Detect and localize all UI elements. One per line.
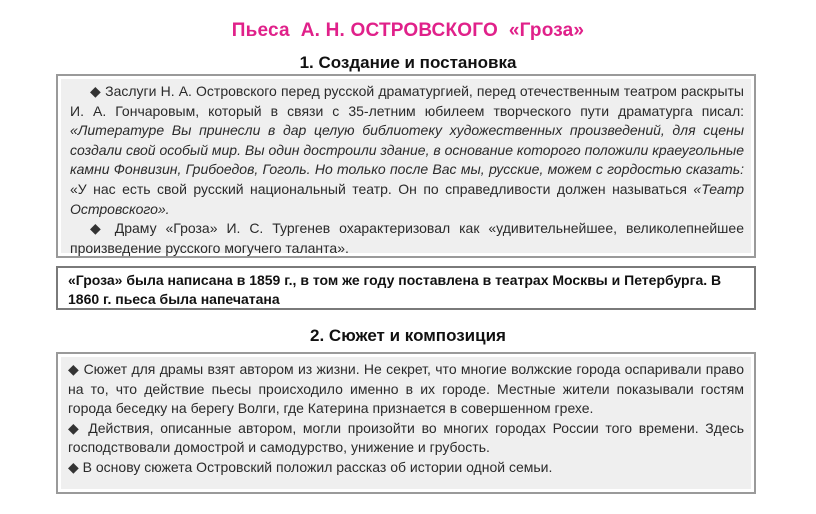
goncharov-quote-1: «Литературе Вы принесли в дар целую библиотеку художественных произведений, для сцены создали свой особый мир. Вы один достроили здание, в основание которого положили краеугольные камни Фонвизин, Грибоедов, Гоголь. Но только после Вас мы, русские, можем с гордостью сказать: [70,122,744,178]
page-title: Пьеса А. Н. ОСТРОВСКОГО «Гроза» [231,20,585,41]
plot-p3-text: В основу сюжета Островский положил рассказ об истории одной семьи. [82,458,553,475]
plot-paragraph-3 [68,458,744,478]
creation-paragraph-1 [70,82,744,219]
turgenev-quote-text: Драму «Гроза» И. С. Тургенев охарактеризовал как «удивительнейшее, великолепнейшее произведение русского могучего таланта». [70,220,744,256]
creation-text-box [56,74,756,258]
diamond-bullet-icon: ◆ [68,458,79,475]
diamond-bullet-icon: ◆ [68,419,82,436]
diamond-bullet-icon: ◆ [68,361,80,377]
dates-note-text: «Гроза» была написана в 1859 г., в том же году поставлена в театрах Москвы и Петербурга. В 1860 г. пьеса была напечатана [68,272,722,307]
plot-text-box [56,352,756,494]
goncharov-quote-2: «У нас есть свой русский национальный театр. Он по справедливости должен называться [70,180,694,197]
plot-paragraph-1 [68,360,744,419]
plot-paragraph-2 [68,419,744,458]
plot-p2-text: Действия, описанные автором, могли произойти во многих городах России того времени. Здесь господствовали домострой и самодурство, унижение и грубость. [68,419,745,456]
section-title-creation: 1. Создание и постановка [299,53,517,72]
dates-note-box [56,266,756,310]
section-title-plot: 2. Сюжет и композиция [310,326,506,345]
creation-paragraph-2 [70,219,744,258]
goncharov-quote-3: «Театр Островского». [70,180,744,217]
creation-p1-text: Заслуги Н. А. Островского перед русской драматургией, перед отечественным театром раскрыты И. А. Гончаровым, который в связи с 35-летним юбилеем творческого пути драматурга писал: [70,83,744,119]
plot-p1-text: Сюжет для драмы взят автором из жизни. Не секрет, что многие волжские города оспаривали право на то, что действие пьесы происходило именно в их городе. Местные жители показывали гостям города беседку на берегу Волги, где Катерина признается в совершенном грехе. [68,361,744,417]
diamond-bullet-icon: ◆ [90,220,106,237]
diamond-bullet-icon: ◆ [90,83,101,99]
